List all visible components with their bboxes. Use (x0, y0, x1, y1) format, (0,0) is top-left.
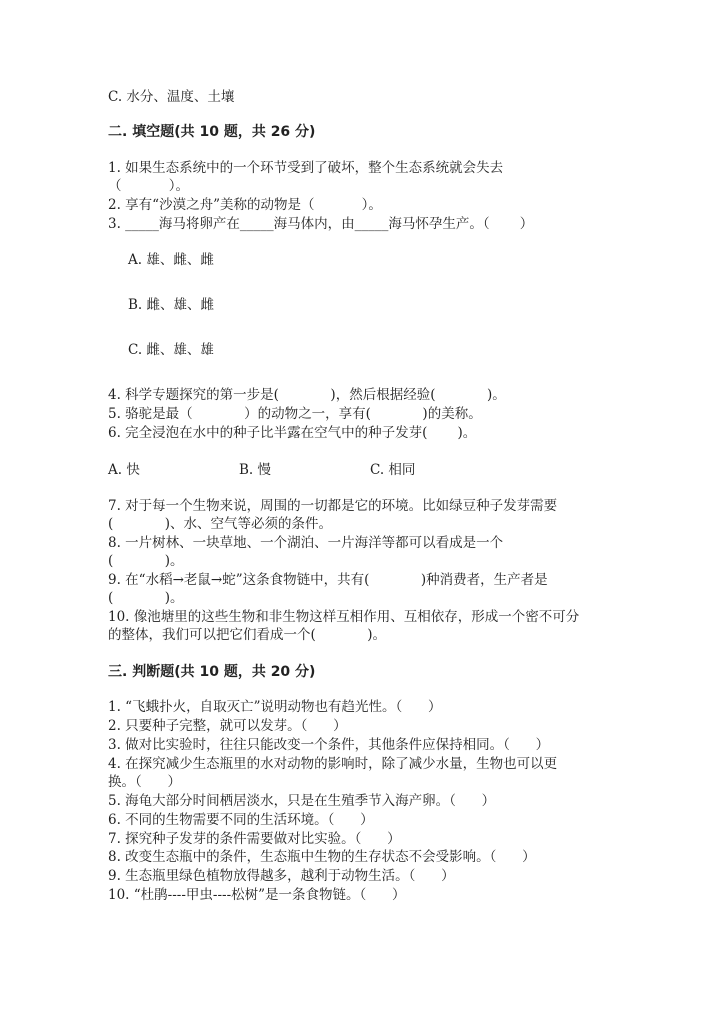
prev-option-c: C. 水分、温度、土壤 (108, 89, 235, 105)
judge-line: 8. 改变生态瓶中的条件，生态瓶中生物的生存状态不会受影响。（ ） (108, 849, 536, 865)
fill-q6: 6. 完全浸泡在水中的种子比半露在空气中的种子发芽( )。 (108, 425, 477, 441)
fill-q1: 1. 如果生态系统中的一个环节受到了破坏，整个生态系统就会失去 (108, 160, 504, 176)
section3-heading: 三. 判断题(共 10 题，共 20 分) (108, 664, 316, 680)
fill-q3-option-b: B. 雌、雄、雌 (128, 297, 215, 313)
fill-q9: 9. 在“水稻→老鼠→蛇”这条食物链中，共有( )种消费者，生产者是 (108, 572, 548, 588)
section2-heading: 二. 填空题(共 10 题，共 26 分) (108, 124, 316, 140)
fill-q10-cont: 的整体，我们可以把它们看成一个( )。 (108, 627, 387, 643)
fill-q3-option-c: C. 雌、雄、雄 (128, 342, 214, 358)
fill-q7: 7. 对于每一个生物来说，周围的一切都是它的环境。比如绿豆种子发芽需要 (108, 498, 558, 514)
fill-q1-blank: （ ）。 (108, 178, 189, 194)
fill-q5: 5. 骆驼是最（ ）的动物之一，享有( )的美称。 (108, 406, 482, 422)
judge-line: 7. 探究种子发芽的条件需要做对比实验。（ ） (108, 831, 401, 847)
judge-line: 2. 只要种子完整，就可以发芽。（ ） (108, 718, 347, 734)
judge-line: 5. 海龟大部分时间栖居淡水，只是在生殖季节入海产卵。（ ） (108, 793, 496, 809)
judge-line: 6. 不同的生物需要不同的生活环境。（ ） (108, 812, 374, 828)
fill-q6-option-a: A. 快 (108, 462, 140, 478)
fill-q3: 3. _____海马将卵产在_____海马体内，由_____海马怀孕生产。（ ） (108, 216, 534, 232)
judge-line: 10. “杜鹃----甲虫----松树”是一条食物链。（ ） (108, 887, 406, 903)
judge-line: 9. 生态瓶里绿色植物放得越多，越利于动物生活。（ ） (108, 868, 455, 884)
fill-q8-cont: ( )。 (108, 553, 184, 569)
fill-q3-option-a: A. 雄、雌、雌 (128, 252, 214, 268)
fill-q8: 8. 一片树林、一块草地、一个湖泊、一片海洋等都可以看成是一个 (108, 535, 504, 551)
judge-line: 1. “飞蛾扑火，自取灭亡”说明动物也有趋光性。（ ） (108, 699, 442, 715)
judge-line: 换。（ ） (108, 774, 181, 790)
fill-q9-cont: ( )。 (108, 590, 184, 606)
fill-q10: 10. 像池塘里的这些生物和非生物这样互相作用、互相依存，形成一个密不可分 (108, 609, 580, 625)
fill-q6-option-c: C. 相同 (370, 462, 416, 478)
fill-q2: 2. 享有“沙漠之舟”美称的动物是（ ）。 (108, 197, 382, 213)
fill-q7-cont: ( )、水、空气等必须的条件。 (108, 516, 333, 532)
judge-line: 3. 做对比实验时，往往只能改变一个条件，其他条件应保持相同。（ ） (108, 737, 550, 753)
fill-q6-option-b: B. 慢 (239, 462, 272, 478)
judge-line: 4. 在探究减少生态瓶里的水对动物的影响时，除了减少水量，生物也可以更 (108, 756, 558, 772)
fill-q4: 4. 科学专题探究的第一步是( )，然后根据经验( )。 (108, 387, 506, 403)
